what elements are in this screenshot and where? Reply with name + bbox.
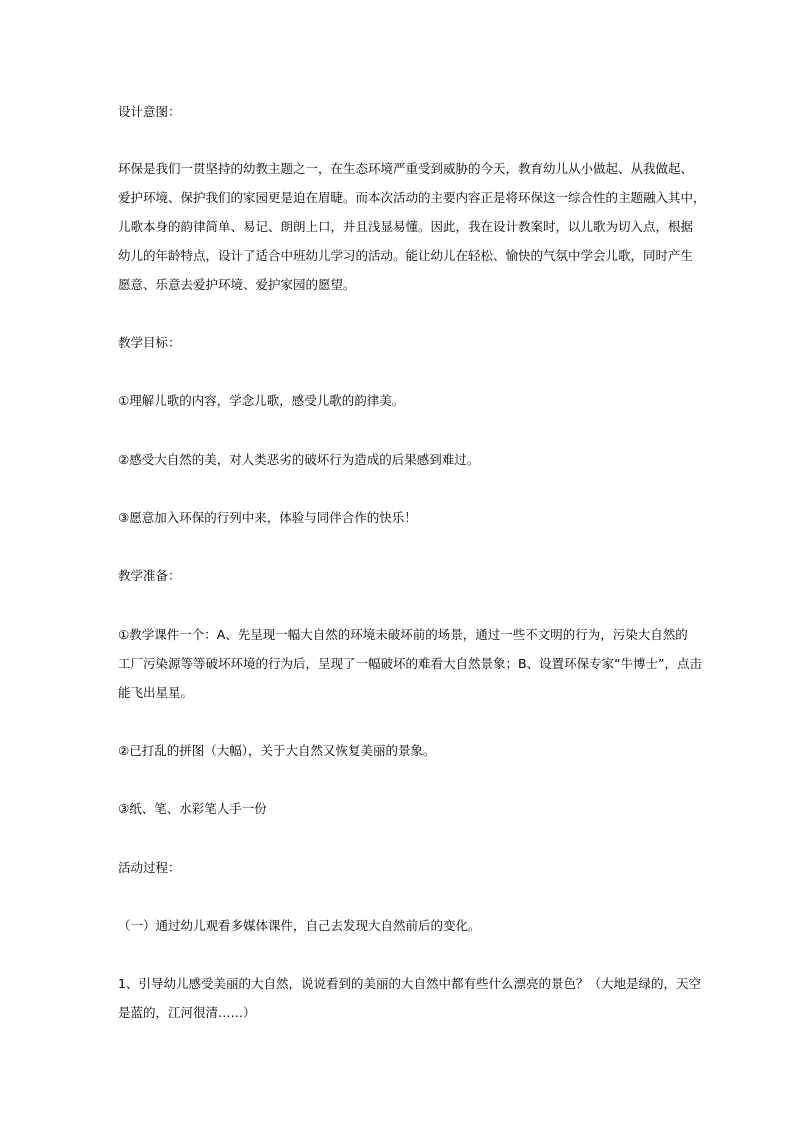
heading-teaching-goals — [118, 328, 678, 357]
text-line: 工厂污染源等等破坏环境的行为后，呈现了一幅破坏的难看大自然景象；B、设置环保专家“牛博士”，点击 — [118, 656, 703, 671]
heading-design-intent — [118, 97, 678, 126]
text-line: （一）通过幼儿观看多媒体课件，自己去发现大自然前后的变化。 — [118, 918, 481, 933]
goal-item-1 — [118, 386, 678, 415]
text-line: 1、引导幼儿感受美丽的大自然，说说看到的美丽的大自然中都有些什么漂亮的景色？（大地是绿的，天空 — [118, 976, 701, 991]
text-line: 教学准备： — [118, 568, 181, 583]
goal-item-3 — [118, 503, 678, 532]
text-line: 儿歌本身的韵律简单、易记、朗朗上口，并且浅显易懂。因此，我在设计教案时，以儿歌为切入点，根据 — [118, 219, 694, 234]
text-line: 活动过程： — [118, 860, 181, 875]
heading-teaching-preparation — [118, 561, 678, 590]
text-line: 能飞出星星。 — [118, 685, 194, 700]
text-line: 爱护环境、保护我们的家园更是迫在眉睫。而本次活动的主要内容正是将环保这一综合性的主题融入其中， — [118, 190, 706, 205]
text-line: 是蓝的，江河很清……） — [118, 1005, 256, 1020]
heading-activity-process — [118, 853, 678, 882]
text-line: ①理解儿歌的内容，学念儿歌，感受儿歌的韵律美。 — [118, 393, 405, 408]
paragraph-design-intent — [118, 154, 706, 299]
process-section-1 — [118, 911, 678, 940]
text-line: ③纸、笔、水彩笔人手一份 — [118, 801, 267, 816]
text-line: ②感受大自然的美，对人类恶劣的破坏行为造成的后果感到难过。 — [118, 452, 480, 467]
text-line: 幼儿的年龄特点，设计了适合中班幼儿学习的活动。能让幼儿在轻松、愉快的气氛中学会儿歌，同时产生 — [118, 248, 694, 263]
preparation-item-1 — [118, 620, 703, 707]
preparation-item-2 — [118, 736, 678, 765]
preparation-item-3 — [118, 794, 678, 823]
text-line: 教学目标： — [118, 335, 181, 350]
text-line: ③愿意加入环保的行列中来，体验与同伴合作的快乐！ — [118, 510, 417, 525]
text-line: 愿意、乐意去爱护环境、爱护家园的愿望。 — [118, 277, 356, 292]
goal-item-2 — [118, 445, 678, 474]
text-line: ②已打乱的拼图（大幅），关于大自然又恢复美丽的景象。 — [118, 743, 436, 758]
text-line: 设计意图： — [118, 104, 181, 119]
text-line: ①教学课件一个：A、先呈现一幅大自然的环境未破坏前的场景，通过一些不文明的行为，污染大自然的 — [118, 627, 688, 642]
process-step-1 — [118, 969, 701, 1027]
text-line: 环保是我们一贯坚持的幼教主题之一，在生态环境严重受到威胁的今天，教育幼儿从小做起、从我做起、 — [118, 161, 694, 176]
